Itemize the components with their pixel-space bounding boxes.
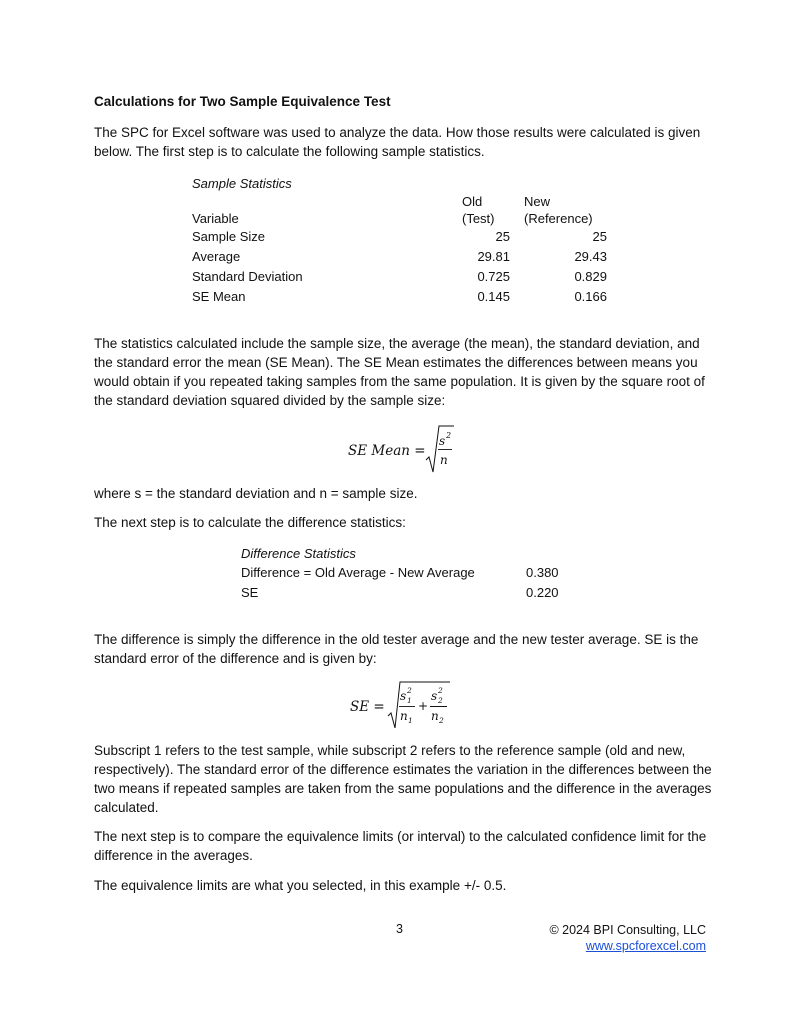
plus-sign: + xyxy=(418,699,429,713)
se-mean-denominator: n xyxy=(440,453,448,467)
row-label: Standard Deviation xyxy=(192,269,303,284)
se-diff-s1-sup: 2 xyxy=(407,686,412,695)
row-label: Sample Size xyxy=(192,229,265,244)
header-variable: Variable xyxy=(192,211,239,226)
row-label: Difference = Old Average - New Average xyxy=(241,565,475,580)
se-mean-lhs: SE Mean = xyxy=(348,443,426,459)
se-diff-s1: s xyxy=(400,689,407,703)
se-diff-s2-sup: 2 xyxy=(438,686,443,695)
table-row xyxy=(192,247,612,267)
website-link[interactable]: www.spcforexcel.com xyxy=(585,939,706,953)
next-step-difference: The next step is to calculate the difference statistics: xyxy=(94,515,406,530)
row-old-value: 0.725 xyxy=(477,269,510,284)
row-old-value: 25 xyxy=(495,229,510,244)
intro-paragraph: The SPC for Excel software was used to analyze the data. How those results were calculated is given below. The first step is to calculate the following sample statistics. xyxy=(94,125,701,159)
row-new-value: 29.43 xyxy=(574,249,607,264)
table-row xyxy=(241,563,571,583)
se-diff-n2: n xyxy=(431,709,439,723)
se-mean-formula-svg xyxy=(340,418,460,476)
difference-statistics-table xyxy=(241,544,571,603)
row-label: SE Mean xyxy=(192,289,246,304)
equivalence-limits-paragraph: The equivalence limits are what you selected, in this example +/- 0.5. xyxy=(94,878,507,893)
table-row xyxy=(192,227,612,247)
section-heading: Calculations for Two Sample Equivalence Test xyxy=(94,94,391,109)
row-value: 0.380 xyxy=(526,565,559,580)
row-value: 0.220 xyxy=(526,585,559,600)
difference-statistics-caption: Difference Statistics xyxy=(241,546,356,561)
se-difference-formula xyxy=(342,678,460,737)
table-header-row xyxy=(192,193,612,227)
table-row xyxy=(192,267,612,287)
se-mean-formula xyxy=(340,418,460,481)
se-diff-n2-sub: 2 xyxy=(439,716,444,725)
copyright-text: © 2024 BPI Consulting, LLC xyxy=(549,923,706,937)
se-mean-numerator-sup: 2 xyxy=(446,431,452,440)
row-label: Average xyxy=(192,249,241,264)
sample-statistics-table xyxy=(192,174,612,307)
se-diff-s1-sub: 1 xyxy=(407,696,412,705)
difference-explanation: The difference is simply the difference in the old tester average and the new tester average. SE is the standard error of the difference and is given by: xyxy=(94,632,699,666)
header-old xyxy=(462,193,510,227)
row-old-value: 0.145 xyxy=(477,289,510,304)
header-new-line2: (Reference) xyxy=(524,211,593,226)
row-new-value: 0.829 xyxy=(574,269,607,284)
se-diff-n1: n xyxy=(400,709,408,723)
row-label: SE xyxy=(241,585,259,600)
sample-statistics-caption: Sample Statistics xyxy=(192,176,292,191)
se-mean-numerator: s xyxy=(439,434,446,448)
row-new-value: 0.166 xyxy=(574,289,607,304)
se-diff-s2: s xyxy=(431,689,438,703)
se-mean-explanation: The statistics calculated include the sample size, the average (the mean), the standard deviation, and the standard error the mean (SE Mean). The SE Mean estimates the differences between means you would obtain if you repeated taking samples from the same population. It is given by the square root of the standard deviation squared divided by the sample size: xyxy=(94,336,705,408)
header-old-line2: (Test) xyxy=(462,211,495,226)
header-new xyxy=(510,193,607,227)
row-old-value: 29.81 xyxy=(477,249,510,264)
row-new-value: 25 xyxy=(592,229,607,244)
se-diff-lhs: SE = xyxy=(350,699,385,715)
page-number: 3 xyxy=(396,922,403,936)
header-new-line1: New xyxy=(524,194,551,209)
se-diff-s2-sub: 2 xyxy=(438,696,443,705)
table-row xyxy=(241,583,571,603)
compare-limits-paragraph: The next step is to compare the equivalence limits (or interval) to the calculated confidence limit for the difference in the averages. xyxy=(94,829,707,863)
footer-credits xyxy=(549,922,706,954)
subscript-explanation: Subscript 1 refers to the test sample, while subscript 2 refers to the reference sample (old and new, respectively). The standard error of the difference estimates the variation in the differences between the two means if repeated samples are taken from the same populations and the difference in the averages calculated. xyxy=(94,743,712,815)
header-old-line1: Old xyxy=(462,194,483,209)
se-difference-formula-svg xyxy=(342,678,460,732)
where-definition: where s = the standard deviation and n = sample size. xyxy=(94,486,418,501)
table-row xyxy=(192,287,612,307)
se-diff-n1-sub: 1 xyxy=(408,716,413,725)
